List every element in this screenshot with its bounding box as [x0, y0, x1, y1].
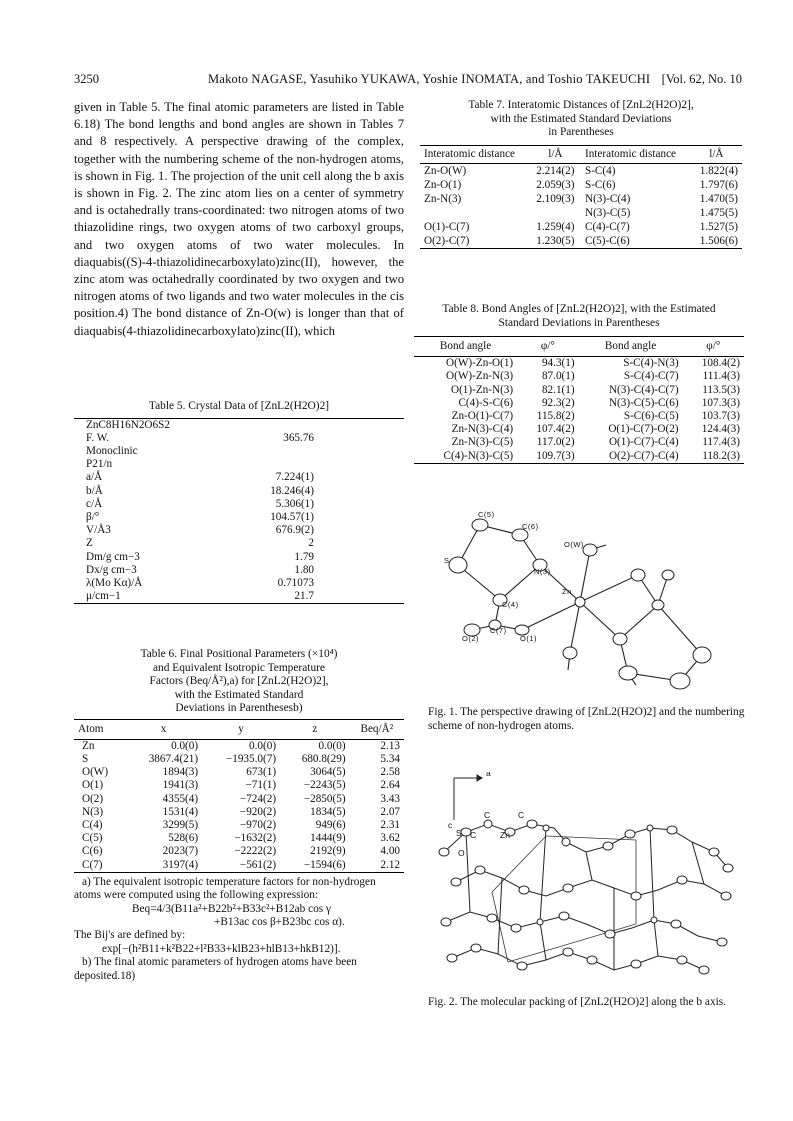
table-row	[74, 485, 404, 498]
figure-2-labels	[448, 772, 524, 858]
table-cell: 87.0(1)	[541, 370, 575, 383]
table-row	[74, 537, 404, 550]
label-o: O	[458, 848, 465, 858]
column-header: Interatomic distance	[584, 147, 676, 160]
label-zn: Zn	[500, 830, 510, 840]
left-column	[74, 99, 404, 340]
table-row	[74, 577, 404, 590]
table-row	[74, 498, 404, 511]
table-5-caption: Table 5. Crystal Data of [ZnL2(H2O)2]	[148, 400, 330, 412]
table-row	[74, 845, 404, 858]
table-cell: −1632(2)	[234, 832, 277, 845]
table-cell: O(W)-Zn-N(3)	[446, 370, 514, 383]
column-header: Beq/Å²	[360, 722, 394, 735]
cell-label: V/Å3	[86, 524, 111, 537]
figure-2-caption: Fig. 2. The molecular packing of [ZnL2(H2O)2] along the b axis.	[428, 996, 727, 1008]
table-cell: O(1)-Zn-N(3)	[451, 383, 514, 396]
table-cell: 1.259(4)	[536, 220, 575, 233]
column-header: l/Å	[548, 147, 563, 160]
cell-value: 1.79	[294, 550, 314, 563]
table-row	[74, 590, 404, 604]
table-row	[414, 370, 744, 383]
label-s: S	[456, 828, 462, 838]
axis-c-label: c	[448, 820, 453, 830]
table-row	[420, 163, 742, 178]
cell-label: c/Å	[86, 497, 103, 510]
table-cell: 103.7(3)	[701, 410, 740, 423]
table-cell: 0.0(0)	[318, 739, 346, 752]
table-7	[420, 99, 742, 249]
label-o1: O(1)	[520, 634, 537, 643]
table-row	[74, 551, 404, 564]
figure-1	[440, 505, 730, 695]
table-cell: C(5)-C(6)	[584, 234, 630, 247]
table-cell: S	[82, 752, 89, 765]
table-cell: −71(1)	[245, 779, 277, 792]
cell-value: 21.7	[294, 590, 314, 603]
cell-value: 18.246(4)	[270, 484, 314, 497]
table-cell: O(1)-C(7)	[424, 220, 470, 233]
table-cell: S-C(4)	[584, 164, 616, 177]
table-cell: 2.07	[380, 805, 400, 818]
table-row	[74, 859, 404, 873]
table-cell: N(3)-C(5)-C(6)	[608, 396, 679, 409]
figure-2	[436, 772, 736, 984]
table-6-grid	[74, 719, 404, 873]
table-cell: 2.12	[380, 858, 400, 871]
table-cell: 2023(7)	[162, 845, 199, 858]
table-cell: −920(2)	[239, 805, 277, 818]
cell-value: 676.9(2)	[275, 524, 314, 537]
table-cell: 0.0(0)	[249, 739, 277, 752]
table-row	[74, 819, 404, 832]
table-cell: 949(6)	[315, 818, 346, 831]
table-6-footnotes	[74, 876, 404, 983]
table-cell: Zn	[82, 739, 95, 752]
table-cell: N(3)-C(4)-C(7)	[608, 383, 679, 396]
table-row	[74, 739, 404, 753]
table-row	[74, 511, 404, 524]
column-header: z	[312, 722, 318, 735]
equation-beq-cont: +B13ac cos β+B23bc cos α).	[214, 915, 345, 928]
footnote-a: a) The equivalent isotropic temperature factors for non-hydrogen atoms were computed using the following expression:	[74, 875, 376, 902]
cell-label: β/°	[86, 510, 100, 523]
cell-label: F. W.	[86, 431, 110, 444]
table-cell	[420, 206, 530, 220]
table-cell: C(4)-S-C(6)	[458, 396, 514, 409]
table-row	[420, 234, 742, 249]
table-row	[420, 220, 742, 234]
table-cell: −724(2)	[239, 792, 277, 805]
unit-cell-axes	[454, 775, 482, 820]
table-cell: 2.31	[380, 818, 400, 831]
table-row	[414, 423, 744, 436]
table-cell: −2850(5)	[303, 792, 346, 805]
table-cell: 1.506(6)	[699, 234, 738, 247]
table-cell: C(4)-N(3)-C(5)	[443, 449, 514, 462]
table-cell: 113.5(3)	[702, 383, 740, 396]
table-5	[74, 400, 404, 604]
cell-value: 5.306(1)	[275, 497, 314, 510]
table-cell: 118.2(3)	[702, 449, 740, 462]
table-cell: N(3)-C(5)	[584, 206, 631, 219]
cell-label: μ/cm−1	[86, 590, 121, 603]
cell-label: Dx/g cm−3	[86, 563, 137, 576]
table-cell: Zn-N(3)	[424, 192, 462, 205]
table-cell: 2.13	[380, 739, 400, 752]
figure-1-caption: Fig. 1. The perspective drawing of [ZnL2(H2O)2] and the numbering scheme of non-hydrogen atoms.	[428, 706, 745, 732]
table-cell: 1531(4)	[162, 805, 199, 818]
table-row	[74, 832, 404, 845]
table-row	[74, 432, 404, 445]
cell-label: Dm/g cm−3	[86, 550, 140, 563]
table-cell: 3.43	[380, 792, 400, 805]
column-header: Interatomic distance	[424, 147, 516, 160]
table-cell: S-C(6)-C(5)	[623, 410, 679, 423]
table-cell: Zn-O(1)-C(7)	[451, 410, 514, 423]
table-row	[74, 753, 404, 766]
caption-line: Deviations in Parenthesesb)	[175, 702, 303, 714]
label-c-1: C	[470, 830, 477, 840]
table-row	[74, 458, 404, 471]
table-cell: 94.3(1)	[541, 357, 575, 370]
equation-beq: Beq=4/3(B11a²+B22b²+B33c²+B12ab cos γ	[132, 902, 331, 915]
volume-info: [Vol. 62, No. 10	[661, 72, 742, 86]
table-cell: O(1)-C(7)-C(4)	[608, 436, 679, 449]
table-cell: 1.230(5)	[536, 234, 575, 247]
table-8	[414, 303, 744, 464]
caption-line: Table 6. Final Positional Parameters (×10⁴)	[140, 648, 338, 660]
cell-label: Monoclinic	[86, 444, 138, 457]
table-row	[74, 564, 404, 577]
caption-line: with the Estimated Standard Deviations	[490, 112, 672, 125]
table-cell: −1594(6)	[303, 858, 346, 871]
caption-line: Table 8. Bond Angles of [ZnL2(H2O)2], with the Estimated	[442, 303, 716, 315]
table-cell: 1.475(5)	[699, 206, 738, 219]
table-cell: O(2)	[82, 792, 104, 805]
table-cell: Zn-N(3)-C(4)	[451, 423, 514, 436]
table-row	[74, 418, 404, 432]
cell-label: P21/n	[86, 458, 113, 471]
table-cell: 82.1(1)	[541, 383, 575, 396]
table-cell: 115.8(2)	[536, 410, 575, 423]
table-cell: N(3)-C(4)	[584, 192, 631, 205]
table-cell: 1.822(4)	[699, 164, 738, 177]
cell-value: 1.80	[294, 563, 314, 576]
table-cell: 107.3(3)	[701, 396, 740, 409]
table-row	[414, 450, 744, 464]
table-cell: Zn-N(3)-C(5)	[451, 436, 514, 449]
table-row	[74, 445, 404, 458]
table-cell: C(5)	[82, 832, 103, 845]
running-header	[74, 72, 742, 88]
table-6-caption	[74, 648, 404, 716]
label-c-3: C	[518, 810, 525, 820]
table-row	[414, 384, 744, 397]
table-cell: Zn-O(1)	[424, 178, 462, 191]
cell-label: Z	[86, 537, 93, 550]
table-cell: 92.3(2)	[541, 396, 575, 409]
column-header: Atom	[78, 722, 104, 735]
table-cell: 2.059(3)	[536, 178, 575, 191]
table-8-grid	[414, 336, 744, 464]
cell-label: λ(Mo Kα)/Å	[86, 576, 143, 589]
label-c4: C(4)	[502, 600, 519, 609]
column-header: y	[238, 722, 244, 735]
label-o2: O(2)	[462, 634, 479, 643]
column-header: l/Å	[709, 147, 724, 160]
table-row	[74, 779, 404, 792]
table-cell: S-C(6)	[584, 178, 616, 191]
table-cell: −970(2)	[239, 818, 277, 831]
table-cell: 2.109(3)	[536, 192, 575, 205]
table-cell: O(W)-Zn-O(1)	[446, 357, 514, 370]
table-row	[414, 357, 744, 371]
table-6	[74, 648, 404, 983]
label-c-2: C	[484, 810, 491, 820]
table-cell: 1444(9)	[310, 832, 346, 845]
table-cell: 117.0(2)	[536, 436, 575, 449]
bij-definition: The Bij's are defined by:	[74, 929, 186, 942]
table-cell: 1.470(5)	[699, 192, 738, 205]
caption-line: Standard Deviations in Parentheses	[498, 316, 660, 329]
packing-bonds	[444, 824, 728, 970]
table-cell: 109.7(3)	[536, 449, 575, 462]
table-cell: 0.0(0)	[171, 739, 199, 752]
table-cell: O(2)-C(7)	[424, 234, 470, 247]
label-c5: C(5)	[478, 510, 495, 519]
table-cell: Zn-O(W)	[424, 164, 467, 177]
table-cell: O(1)-C(7)-O(2)	[608, 423, 679, 436]
table-cell: 5.34	[380, 752, 400, 765]
table-7-caption	[420, 99, 742, 140]
caption-line: Table 7. Interatomic Distances of [ZnL2(H2O)2],	[468, 99, 694, 111]
table-cell: O(1)	[82, 779, 104, 792]
page-number: 3250	[74, 72, 99, 86]
table-cell	[530, 206, 581, 220]
axis-a-label: a	[486, 772, 491, 778]
label-zn: Zn	[562, 587, 572, 596]
table-row	[414, 410, 744, 423]
body-paragraph: given in Table 5. The final atomic parameters are listed in Table 6.18) The bond lengths and bond angles are shown in Tables 7 and 8 respectively. A perspective drawing of the complex, together with the numbering scheme of the non-hydrogen atoms, is shown in Fig. 1. The projection of the unit cell along the b axis is shown in Fig. 2. The zinc atom lies on a center of symmetry and is octahedrally trans-coordinated: two nitrogen atoms of two thiazolidine rings, two oxygen atoms of two carboxyl groups, and two oxygen atoms of two water molecules. In diaquabis((S)-4-thiazolidinecarboxylato)zinc(II), however, the zinc atom was octahedrally coordinated by two oxygen and two nitrogen atoms of two ligands and two water molecules in the cis position.4) The bond distance of Zn-O(w) is longer than that of diaquabis(4-thiazolidinecarboxylato)zinc(II), which	[74, 100, 404, 338]
table-cell: S-C(4)-N(3)	[623, 357, 679, 370]
cell-label: ZnC8H16N2O6S2	[86, 418, 170, 431]
table-5-grid	[74, 418, 404, 605]
cell-value	[260, 418, 404, 432]
table-cell: 1941(3)	[162, 779, 199, 792]
table-cell: 3.62	[380, 832, 400, 845]
table-cell: 1.527(5)	[699, 220, 738, 233]
table-cell: S-C(4)-C(7)	[623, 370, 679, 383]
table-cell: N(3)	[82, 805, 104, 818]
cell-value	[260, 458, 404, 471]
label-n3: N(3)	[534, 567, 551, 576]
table-cell: −2222(2)	[234, 845, 277, 858]
table-cell: 2.64	[380, 779, 400, 792]
figure-1-drawing	[440, 505, 730, 695]
table-cell: 1.797(6)	[699, 178, 738, 191]
authors: Makoto NAGASE, Yasuhiko YUKAWA, Yoshie INOMATA, and Toshio TAKEUCHI	[208, 72, 651, 86]
column-header: Bond angle	[604, 340, 657, 352]
column-header: x	[160, 722, 167, 735]
table-cell: C(4)	[82, 818, 103, 831]
table-cell: C(7)	[82, 858, 103, 871]
cell-value: 104.57(1)	[270, 510, 314, 523]
table-cell: 1894(3)	[162, 766, 199, 779]
cell-value: 365.76	[283, 431, 314, 444]
label-ow: O(W)	[564, 540, 584, 549]
caption-line: with the Estimated Standard	[174, 688, 304, 701]
caption-line: and Equivalent Isotropic Temperature	[152, 661, 325, 674]
table-cell: 673(1)	[246, 766, 277, 779]
table-cell: 4.00	[380, 845, 400, 858]
table-row	[414, 397, 744, 410]
table-cell: 3867.4(21)	[148, 752, 199, 765]
equation-exp: exp[−(h²B11+k²B22+l²B33+klB23+hlB13+hkB12)].	[102, 942, 341, 955]
table-cell: 3197(4)	[162, 858, 199, 871]
table-cell: 108.4(2)	[701, 357, 740, 370]
table-row	[74, 471, 404, 484]
table-cell: 107.4(2)	[536, 423, 575, 436]
table-cell: −1935.0(7)	[225, 752, 277, 765]
table-cell: −2243(5)	[303, 779, 346, 792]
figure-1-labels	[444, 510, 584, 643]
cell-label: b/Å	[86, 484, 103, 497]
table-row	[420, 206, 742, 220]
figure-2-drawing	[436, 772, 736, 984]
label-c7: C(7)	[490, 626, 507, 635]
column-header: φ/°	[706, 340, 721, 352]
label-c6: C(6)	[522, 522, 539, 531]
cell-value: 0.71073	[277, 576, 314, 589]
table-cell: 2.58	[380, 766, 400, 779]
table-cell: C(6)	[82, 845, 103, 858]
table-cell: 3299(5)	[162, 818, 199, 831]
table-cell: 2.214(2)	[536, 164, 575, 177]
footnote-b: b) The final atomic parameters of hydrogen atoms have been deposited.18)	[74, 956, 357, 982]
table-cell: 2192(9)	[310, 845, 346, 858]
table-cell: O(W)	[82, 766, 109, 779]
table-cell: −561(2)	[239, 858, 277, 871]
caption-line: Factors (Beq/Å²),a) for [ZnL2(H2O)2],	[149, 675, 329, 687]
table-row	[74, 793, 404, 806]
table-row	[74, 766, 404, 779]
table-cell: 3064(5)	[310, 766, 346, 779]
cell-value: 7.224(1)	[275, 471, 314, 484]
packing-atoms	[439, 820, 733, 974]
table-row	[74, 524, 404, 537]
table-cell: 117.4(3)	[702, 436, 740, 449]
table-cell: 680.8(29)	[301, 752, 346, 765]
column-header: Bond angle	[439, 340, 492, 352]
table-row	[414, 436, 744, 449]
cell-value	[260, 445, 404, 458]
table-cell: C(4)-C(7)	[584, 220, 630, 233]
table-cell: 1834(5)	[310, 805, 346, 818]
table-row	[74, 806, 404, 819]
table-cell: 124.4(3)	[701, 423, 740, 436]
table-cell: O(2)-C(7)-C(4)	[608, 449, 679, 462]
table-8-caption	[414, 303, 744, 330]
label-s: S	[444, 556, 450, 565]
column-header: φ/°	[540, 340, 555, 352]
table-cell: 4355(4)	[162, 792, 199, 805]
caption-line: in Parentheses	[548, 126, 614, 138]
table-row	[420, 178, 742, 192]
table-cell: 111.4(3)	[702, 370, 740, 383]
cell-value: 2	[308, 537, 314, 550]
table-row	[420, 192, 742, 206]
table-7-grid	[420, 145, 742, 249]
cell-label: a/Å	[86, 471, 103, 484]
table-cell: 528(6)	[168, 832, 199, 845]
